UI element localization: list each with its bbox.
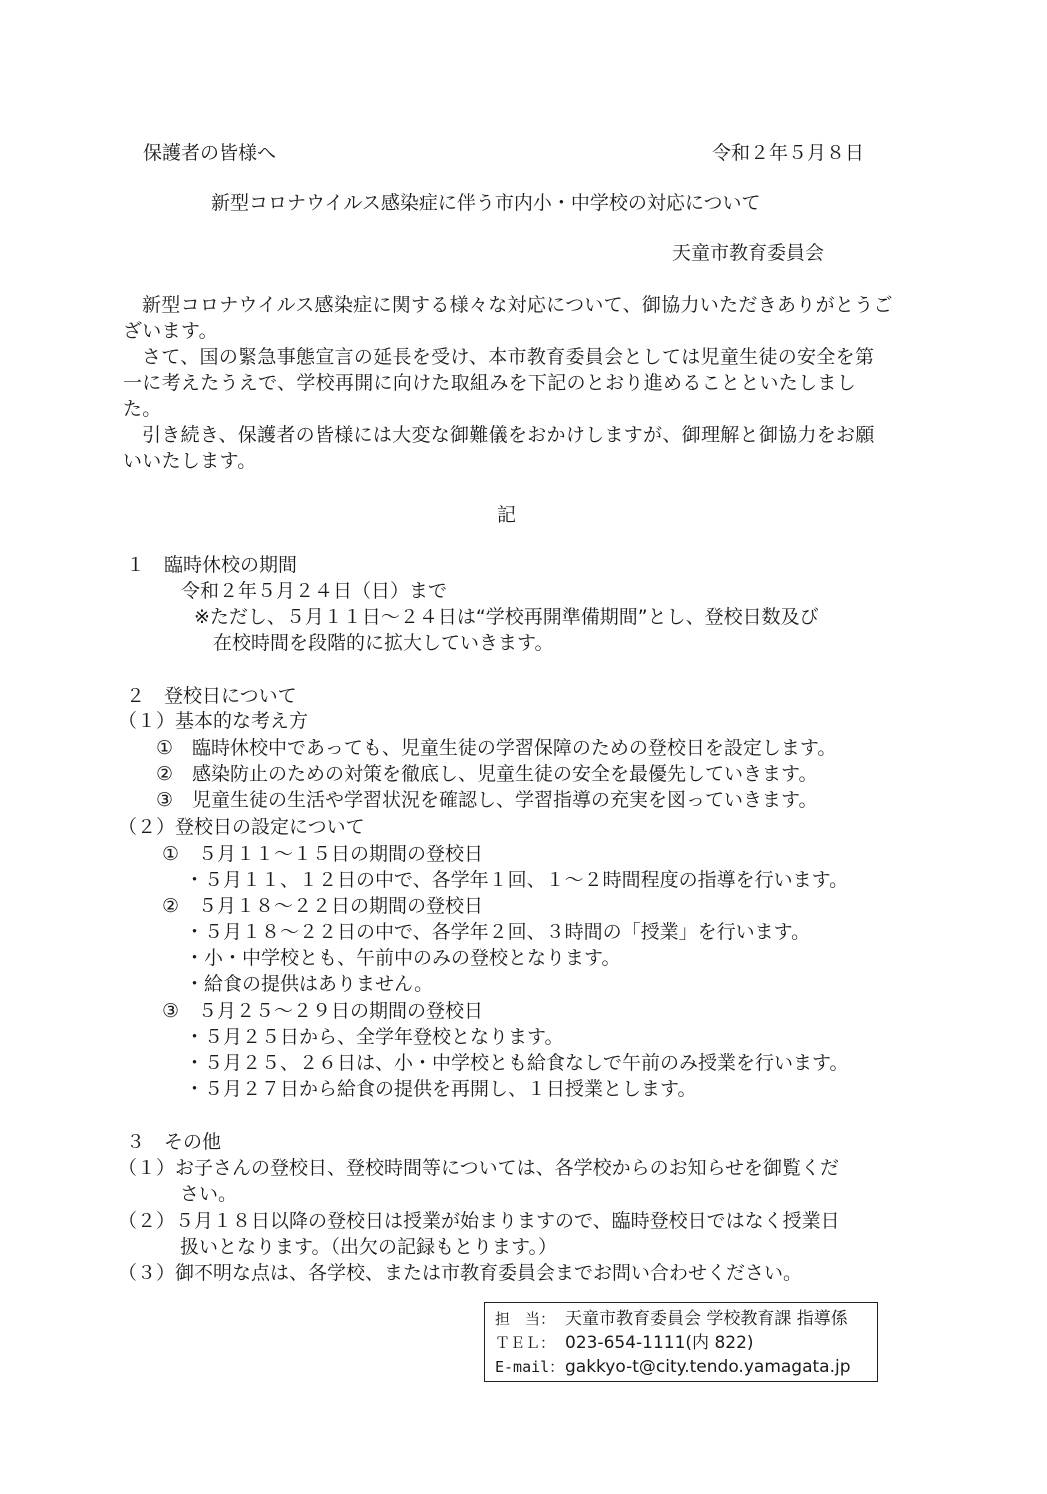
- period3-heading: ③ ５月２５～２９日の期間の登校日: [162, 1000, 484, 1022]
- period2-bullet: ・給食の提供はありません。: [185, 973, 434, 995]
- contact-person-label: 担 当：: [495, 1310, 556, 1328]
- period1-heading: ① ５月１１～１５日の期間の登校日: [162, 843, 484, 865]
- contact-person-value: 天童市教育委員会 学校教育課 指導係: [565, 1309, 848, 1329]
- other-item-1-line1: （１）お子さんの登校日、登校時間等については、各学校からのお知らせを御覧くだ: [118, 1157, 840, 1179]
- intro-paragraph-3: 引き続き、保護者の皆様には大変な御難儀をおかけしますが、御理解と御協力をお願いいたします。: [123, 424, 875, 472]
- principle-item: ② 感染防止のための対策を徹底し、児童生徒の安全を最優先していきます。: [156, 763, 818, 785]
- intro-paragraph-1: 新型コロナウイルス感染症に関する様々な対応について、御協力いただきありがとうございます。: [123, 294, 893, 342]
- ki-marker: 記: [497, 504, 517, 526]
- contact-tel-row: [495, 1331, 867, 1355]
- contact-person-row: [495, 1307, 867, 1331]
- contact-tel-label: ＴＥＬ：: [495, 1334, 556, 1352]
- contact-email-row: [495, 1355, 867, 1379]
- document-date: 令和２年５月８日: [712, 142, 865, 164]
- other-item-2-line1: （２）５月１８日以降の登校日は授業が始まりますので、臨時登校日ではなく授業日: [118, 1210, 840, 1232]
- principle-item: ③ 児童生徒の生活や学習状況を確認し、学習指導の充実を図っていきます。: [156, 789, 818, 811]
- section2-heading: ２ 登校日について: [126, 685, 297, 707]
- issuer: 天童市教育委員会: [672, 242, 825, 264]
- document-title: 新型コロナウイルス感染症に伴う市内小・中学校の対応について: [211, 192, 761, 214]
- period2-heading: ② ５月１８～２２日の期間の登校日: [162, 895, 484, 917]
- section2-sub2-heading: （２）登校日の設定について: [118, 816, 365, 838]
- section3-heading: ３ その他: [126, 1131, 222, 1153]
- other-item-2-line2: 扱いとなります。（出欠の記録もとります。）: [180, 1236, 557, 1258]
- section1-period: 令和２年５月２４日（日）まで: [181, 580, 448, 602]
- intro-paragraphs: [123, 292, 893, 474]
- contact-email-label: E-mail：: [495, 1358, 565, 1376]
- other-item-1-line2: さい。: [180, 1183, 238, 1205]
- section1-heading: １ 臨時休校の期間: [126, 554, 298, 576]
- intro-paragraph-2: さて、国の緊急事態宣言の延長を受け、本市教育委員会としては児童生徒の安全を第一に考えたうえで、学校再開に向けた取組みを下記のとおり進めることといたしました。: [123, 346, 875, 420]
- principle-item: ① 臨時休校中であっても、児童生徒の学習保障のための登校日を設定します。: [156, 737, 837, 759]
- other-item-3: （３）御不明な点は、各学校、または市教育委員会までお問い合わせください。: [118, 1262, 803, 1284]
- section1-note-line1: ※ただし、５月１１日～２４日は“学校再開準備期間”とし、登校日数及び: [194, 606, 819, 628]
- contact-email-value: gakkyo-t@city.tendo.yamagata.jp: [565, 1357, 851, 1377]
- addressee: 保護者の皆様へ: [143, 142, 277, 164]
- section1-note-line2: 在校時間を段階的に拡大していきます。: [213, 632, 554, 654]
- section2-sub1-heading: （１）基本的な考え方: [118, 710, 309, 732]
- contact-box: [484, 1302, 878, 1382]
- period2-bullet: ・５月１８～２２日の中で、各学年２回、３時間の「授業」を行います。: [185, 921, 811, 943]
- period1-bullet: ・５月１１、１２日の中で、各学年１回、１～２時間程度の指導を行います。: [185, 869, 849, 891]
- period3-bullet: ・５月２５、２６日は、小・中学校とも給食なしで午前のみ授業を行います。: [185, 1052, 849, 1074]
- period3-bullet: ・５月２７日から給食の提供を再開し、１日授業とします。: [185, 1078, 697, 1100]
- period2-bullet: ・小・中学校とも、午前中のみの登校となります。: [185, 947, 621, 969]
- contact-tel-value: 023-654-1111(内 822): [565, 1333, 754, 1353]
- period3-bullet: ・５月２５日から、全学年登校となります。: [185, 1026, 564, 1048]
